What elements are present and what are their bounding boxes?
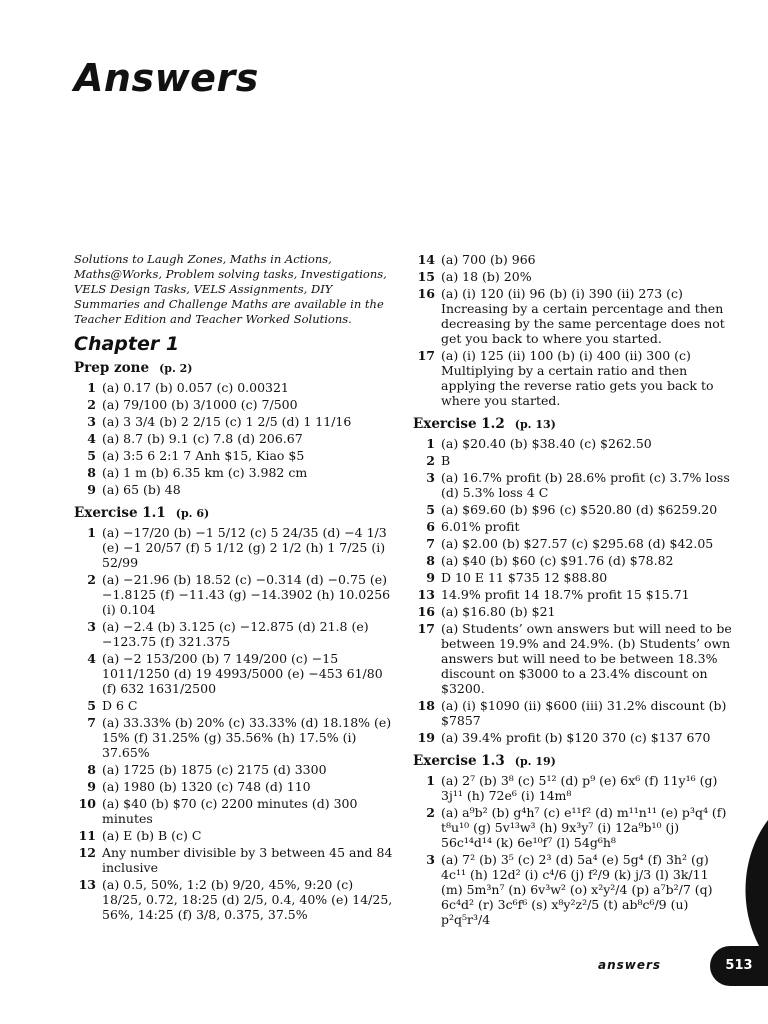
- answer-item: [74, 414, 394, 429]
- question-number: 6: [426, 519, 435, 534]
- question-number: 2: [426, 453, 435, 468]
- answer-item: [413, 553, 733, 568]
- answer-item: [74, 431, 394, 446]
- answer-text: (a) 700 (b) 966: [441, 252, 536, 267]
- question-number: 9: [87, 779, 96, 794]
- question-number: 3: [426, 470, 435, 485]
- answer-text: (a) −2.4 (b) 3.125 (c) −12.875 (d) 21.8 (e) −123.75 (f) 321.375: [102, 619, 369, 649]
- question-number: 7: [426, 536, 435, 551]
- question-number: 17: [417, 621, 435, 636]
- question-number: 8: [426, 553, 435, 568]
- answer-text: (a) 16.7% profit (b) 28.6% profit (c) 3.7% loss (d) 5.3% loss 4 C: [441, 470, 730, 500]
- answer-text: 14.9% profit 14 18.7% profit 15 $15.71: [441, 587, 690, 602]
- footer-label: answers: [598, 958, 662, 972]
- answer-text: (a) 8.7 (b) 9.1 (c) 7.8 (d) 206.67: [102, 431, 303, 446]
- question-number: 14: [417, 252, 435, 267]
- answer-item: [74, 525, 394, 570]
- question-number: 15: [417, 269, 435, 284]
- answer-item: [74, 651, 394, 696]
- answer-text: (a) (i) 125 (ii) 100 (b) (i) 400 (ii) 300 (c) Multiplying by a certain ratio and then applying the reverse ratio gets you back to where you started.: [441, 348, 714, 408]
- answer-text: (a) Students’ own answers but will need to be between 19.9% and 24.9%. (b) Students’ own answers but will need to be between 18.3% discount on $3000 to a 23.4% discount on $3200.: [441, 621, 732, 696]
- section-heading: [74, 506, 394, 521]
- answer-text: (a) 39.4% profit (b) $120 370 (c) $137 670: [441, 730, 711, 745]
- answer-item: [74, 762, 394, 777]
- answer-item: [413, 502, 733, 517]
- answer-text: (a) 65 (b) 48: [102, 482, 181, 497]
- section-page-ref: (p. 13): [514, 418, 556, 431]
- section-title: Prep zone: [74, 360, 150, 376]
- answer-text: (a) 2⁷ (b) 3⁸ (c) 5¹² (d) p⁹ (e) 6x⁶ (f) 11y¹⁶ (g) 3j¹¹ (h) 72e⁶ (i) 14m⁸: [441, 773, 718, 803]
- answer-item: [413, 269, 733, 284]
- question-number: 9: [87, 482, 96, 497]
- answer-text: (a) $40 (b) $60 (c) $91.76 (d) $78.82: [441, 553, 674, 568]
- question-number: 18: [417, 698, 435, 713]
- answer-item: [413, 436, 733, 451]
- answer-text: (a) −2 153/200 (b) 7 149/200 (c) −15 1011/1250 (d) 19 4993/5000 (e) −453 61/80 (f) 632 1631/2500: [102, 651, 383, 696]
- section-title: Exercise 1.3: [413, 753, 505, 769]
- question-number: 2: [87, 397, 96, 412]
- section-title: Exercise 1.1: [74, 505, 166, 521]
- page-number: 513: [710, 946, 768, 986]
- answer-item: [413, 348, 733, 408]
- decorative-curve: [728, 820, 768, 960]
- right-column: [413, 252, 733, 929]
- answer-item: [74, 572, 394, 617]
- answer-item: [74, 796, 394, 826]
- question-number: 1: [87, 380, 96, 395]
- question-number: 13: [417, 587, 435, 602]
- answer-item: [74, 448, 394, 463]
- answer-text: (a) 33.33% (b) 20% (c) 33.33% (d) 18.18% (e) 15% (f) 31.25% (g) 35.56% (h) 17.5% (i) 37.65%: [102, 715, 392, 760]
- answer-item: [74, 698, 394, 713]
- answer-text: (a) E (b) B (c) C: [102, 828, 202, 843]
- answer-item: [74, 380, 394, 395]
- right-sections: [413, 252, 733, 927]
- question-number: 3: [426, 852, 435, 867]
- answer-item: [413, 805, 733, 850]
- answer-text: (a) $69.60 (b) $96 (c) $520.80 (d) $6259.20: [441, 502, 718, 517]
- answer-text: (a) −21.96 (b) 18.52 (c) −0.314 (d) −0.75 (e) −1.8125 (f) −11.43 (g) −14.3902 (h) 10.0256 (i) 0.104: [102, 572, 391, 617]
- question-number: 4: [87, 431, 96, 446]
- answer-item: [413, 286, 733, 346]
- question-number: 16: [417, 604, 435, 619]
- section-page-ref: (p. 2): [159, 362, 193, 375]
- question-number: 1: [426, 773, 435, 788]
- answer-text: (a) 0.5, 50%, 1:2 (b) 9/20, 45%, 9:20 (c) 18/25, 0.72, 18:25 (d) 2/5, 0.4, 40% (e) 14/25, 56%, 14:25 (f) 3/8, 0.375, 37.5%: [102, 877, 393, 922]
- question-number: 3: [87, 619, 96, 634]
- answer-text: (a) (i) 120 (ii) 96 (b) (i) 390 (ii) 273 (c) Increasing by a certain percentage and then decreasing by the same percentage does not get you back to where you started.: [441, 286, 725, 346]
- answer-text: (a) 1 m (b) 6.35 km (c) 3.982 cm: [102, 465, 308, 480]
- section-heading: [74, 361, 394, 376]
- question-number: 3: [87, 414, 96, 429]
- answer-item: [413, 852, 733, 927]
- left-sections: [74, 361, 394, 922]
- answer-text: (a) 7² (b) 3⁵ (c) 2³ (d) 5a⁴ (e) 5g⁴ (f) 3h² (g) 4c¹¹ (h) 12d² (i) c⁴/6 (j) f²/9 (k) j/3 (l) 3k/11 (m) 5m³n⁷ (n) 6v³w² (o) x²y²/4 (p) a⁷b²/7 (q) 6c⁴d² (r) 3c⁶f⁶ (s) x⁸y²z²/5 (t) ab⁸c⁶/9 (u) p²q⁵r³/4: [441, 852, 713, 927]
- answer-item: [413, 604, 733, 619]
- answer-item: [74, 397, 394, 412]
- question-number: 4: [87, 651, 96, 666]
- answer-item: [74, 845, 394, 875]
- question-number: 11: [78, 828, 96, 843]
- page-footer: [588, 946, 768, 986]
- answer-text: (a) 1725 (b) 1875 (c) 2175 (d) 3300: [102, 762, 327, 777]
- question-number: 5: [87, 698, 96, 713]
- question-number: 1: [87, 525, 96, 540]
- section-heading: [413, 754, 733, 769]
- answer-text: (a) $20.40 (b) $38.40 (c) $262.50: [441, 436, 652, 451]
- answer-item: [413, 252, 733, 267]
- question-number: 7: [87, 715, 96, 730]
- question-number: 2: [87, 572, 96, 587]
- answer-text: B: [441, 453, 451, 468]
- answer-text: (a) (i) $1090 (ii) $600 (iii) 31.2% discount (b) $7857: [441, 698, 727, 728]
- section-heading: [413, 417, 733, 432]
- answer-text: (a) $16.80 (b) $21: [441, 604, 556, 619]
- answer-text: (a) 18 (b) 20%: [441, 269, 532, 284]
- question-number: 8: [87, 762, 96, 777]
- section-page-ref: (p. 6): [175, 507, 210, 520]
- answer-item: [413, 773, 733, 803]
- answer-item: [413, 453, 733, 468]
- answer-text: D 10 E 11 $735 12 $88.80: [441, 570, 608, 585]
- answer-item: [74, 715, 394, 760]
- question-number: 12: [78, 845, 96, 860]
- answer-item: [413, 536, 733, 551]
- answer-text: Any number divisible by 3 between 45 and 84 inclusive: [102, 845, 393, 875]
- intro-note: Solutions to Laugh Zones, Maths in Actions, Maths@Works, Problem solving tasks, Investigations, VELS Design Tasks, VELS Assignments, DIY Summaries and Challenge Maths are available in the Teacher Edition and Teacher Worked Solutions.: [74, 252, 387, 326]
- answer-item: [74, 482, 394, 497]
- question-number: 16: [417, 286, 435, 301]
- answer-item: [413, 570, 733, 585]
- answer-text: 6.01% profit: [441, 519, 520, 534]
- chapter-heading: Chapter 1: [74, 333, 180, 355]
- question-number: 17: [417, 348, 435, 363]
- answer-text: (a) a⁹b² (b) g⁴h⁷ (c) e¹¹f² (d) m¹¹n¹¹ (e) p³q⁴ (f) t⁸u¹⁰ (g) 5v¹³w³ (h) 9x³y⁷ (i) 12a⁹b¹⁰ (j) 56c¹⁴d¹⁴ (k) 6e¹⁰f⁷ (l) 54g⁶h⁸: [441, 805, 727, 850]
- question-number: 8: [87, 465, 96, 480]
- answer-item: [413, 621, 733, 696]
- answer-item: [74, 779, 394, 794]
- answer-item: [74, 877, 394, 922]
- answer-item: [74, 619, 394, 649]
- answer-text: (a) $40 (b) $70 (c) 2200 minutes (d) 300 minutes: [102, 796, 358, 826]
- question-number: 9: [426, 570, 435, 585]
- answer-text: (a) 3:5 6 2:1 7 Anh $15, Kiao $5: [102, 448, 305, 463]
- question-number: 5: [426, 502, 435, 517]
- question-number: 1: [426, 436, 435, 451]
- answer-item: [413, 587, 733, 602]
- answer-item: [413, 730, 733, 745]
- answer-item: [413, 698, 733, 728]
- answer-item: [74, 465, 394, 480]
- answer-text: (a) 0.17 (b) 0.057 (c) 0.00321: [102, 380, 289, 395]
- left-column: [74, 252, 394, 924]
- question-number: 10: [78, 796, 96, 811]
- section-page-ref: (p. 19): [514, 755, 556, 768]
- answer-text: (a) $2.00 (b) $27.57 (c) $295.68 (d) $42.05: [441, 536, 714, 551]
- answer-text: (a) 3 3/4 (b) 2 2/15 (c) 1 2/5 (d) 1 11/16: [102, 414, 352, 429]
- answer-text: (a) −17/20 (b) −1 5/12 (c) 5 24/35 (d) −4 1/3 (e) −1 20/57 (f) 5 1/12 (g) 2 1/2 (h) 1 7/25 (i) 52/99: [102, 525, 387, 570]
- question-number: 13: [78, 877, 96, 892]
- answer-item: [74, 828, 394, 843]
- page-title: Answers: [74, 56, 259, 100]
- answer-text: (a) 79/100 (b) 3/1000 (c) 7/500: [102, 397, 298, 412]
- section-title: Exercise 1.2: [413, 416, 505, 432]
- answer-item: [413, 470, 733, 500]
- question-number: 2: [426, 805, 435, 820]
- answer-text: (a) 1980 (b) 1320 (c) 748 (d) 110: [102, 779, 311, 794]
- question-number: 19: [417, 730, 435, 745]
- answer-text: D 6 C: [102, 698, 138, 713]
- question-number: 5: [87, 448, 96, 463]
- answer-item: [413, 519, 733, 534]
